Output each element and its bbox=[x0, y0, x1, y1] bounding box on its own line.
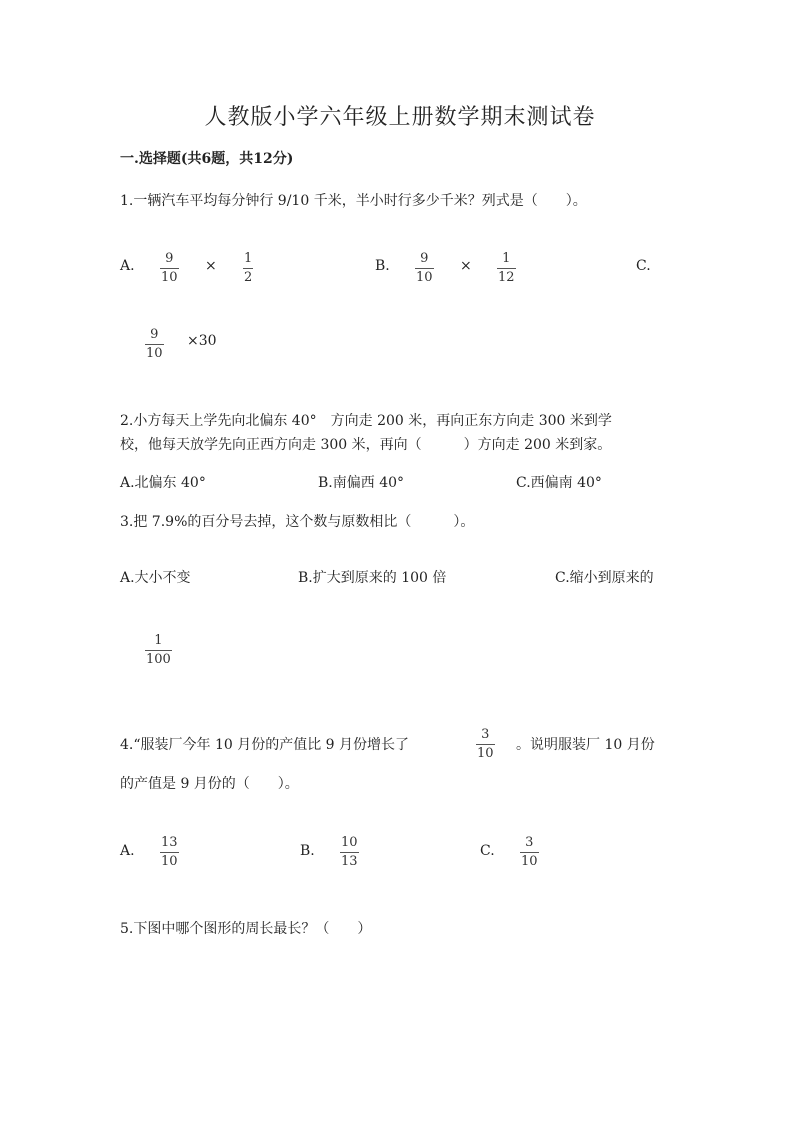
denominator: 10 bbox=[521, 854, 538, 869]
q3-option-c: C.缩小到原来的 bbox=[555, 570, 654, 586]
numerator: 1 bbox=[244, 251, 253, 266]
q1-option-c-label: C. bbox=[636, 258, 651, 274]
q3-option-b: B.扩大到原来的 100 倍 bbox=[298, 570, 447, 586]
question-2-line-1: 2.小方每天上学先向北偏东 40° 方向走 200 米，再向正东方向走 300 米到学 bbox=[120, 413, 612, 429]
denominator: 13 bbox=[341, 854, 358, 869]
denominator: 10 bbox=[146, 346, 163, 361]
q4-option-b-label: B. bbox=[300, 843, 315, 859]
numerator: 10 bbox=[341, 835, 358, 850]
q3-option-c-fraction bbox=[145, 633, 172, 667]
question-4-line-1a: 4.“服装厂今年 10 月份的产值比 9 月份增长了 bbox=[120, 737, 410, 753]
numerator: 1 bbox=[154, 633, 163, 648]
numerator: 9 bbox=[150, 327, 159, 342]
q2-option-a: A.北偏东 40° bbox=[120, 475, 206, 491]
denominator: 12 bbox=[498, 270, 515, 285]
q4-option-b-fraction bbox=[340, 835, 359, 869]
q1-option-c-fraction bbox=[145, 327, 164, 361]
question-5-text: 5.下图中哪个图形的周长最长？（ ） bbox=[120, 921, 372, 937]
q1-option-a-fraction-1 bbox=[160, 251, 179, 285]
question-4-line-1b: 。说明服装厂 10 月份 bbox=[516, 737, 655, 753]
q1-option-b-label: B. bbox=[375, 258, 390, 274]
q1-option-a-operator: × bbox=[205, 258, 217, 274]
page-title: 人教版小学六年级上册数学期末测试卷 bbox=[204, 105, 596, 130]
q2-option-c: C.西偏南 40° bbox=[516, 475, 602, 491]
numerator: 13 bbox=[161, 835, 178, 850]
q1-option-c-tail: ×30 bbox=[187, 333, 217, 349]
numerator: 9 bbox=[420, 251, 429, 266]
denominator: 10 bbox=[416, 270, 433, 285]
q3-option-a: A.大小不变 bbox=[120, 570, 191, 586]
question-3-text: 3.把 7.9%的百分号去掉，这个数与原数相比（ ）。 bbox=[120, 514, 475, 530]
denominator: 2 bbox=[244, 270, 253, 285]
denominator: 10 bbox=[477, 746, 494, 761]
q1-option-b-fraction-1 bbox=[415, 251, 434, 285]
q1-option-b-operator: × bbox=[460, 258, 472, 274]
q4-option-a-fraction bbox=[160, 835, 179, 869]
numerator: 3 bbox=[525, 835, 534, 850]
q1-option-b-fraction-2 bbox=[497, 251, 516, 285]
denominator: 10 bbox=[161, 270, 178, 285]
q4-option-c-fraction bbox=[520, 835, 539, 869]
q1-option-a-label: A. bbox=[120, 258, 135, 274]
q4-inline-fraction bbox=[476, 727, 495, 761]
q4-option-a-label: A. bbox=[120, 843, 135, 859]
question-2-line-2: 校，他每天放学先向正西方向走 300 米，再向（ ）方向走 200 米到家。 bbox=[120, 437, 612, 453]
q2-option-b: B.南偏西 40° bbox=[318, 475, 405, 491]
numerator: 1 bbox=[502, 251, 511, 266]
section-heading-choice: 一.选择题(共6题，共12分) bbox=[120, 151, 294, 167]
denominator: 10 bbox=[161, 854, 178, 869]
q4-option-c-label: C. bbox=[480, 843, 495, 859]
denominator: 100 bbox=[146, 652, 171, 667]
q1-option-a-fraction-2 bbox=[243, 251, 253, 285]
numerator: 3 bbox=[481, 727, 490, 742]
question-1-text: 1.一辆汽车平均每分钟行 9/10 千米，半小时行多少千米？列式是（ ）。 bbox=[120, 193, 587, 209]
question-4-line-2: 的产值是 9 月份的（ ）。 bbox=[120, 776, 299, 792]
numerator: 9 bbox=[165, 251, 174, 266]
